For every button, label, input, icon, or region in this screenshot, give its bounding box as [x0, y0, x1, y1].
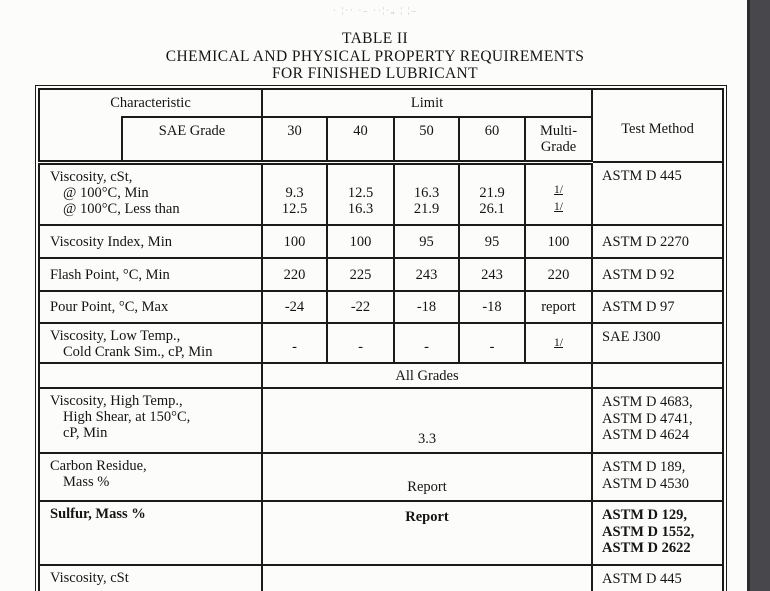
multi-grade-line-2: Grade	[540, 139, 577, 155]
all-grades-blank-left	[39, 363, 262, 388]
carbon-residue-value: Report	[262, 453, 592, 501]
pour-point-50: -18	[394, 291, 459, 323]
header-grade-40: 40	[327, 117, 394, 162]
flash-point-30: 220	[262, 258, 327, 291]
table-title	[20, 30, 730, 83]
viscosity-cst-30: 9.3 12.5	[262, 162, 327, 225]
cold-crank-multigrade: 1/	[525, 323, 592, 363]
header-test-method: Test Method	[592, 89, 723, 162]
viscosity-cst-40: 12.5 16.3	[327, 162, 394, 225]
flash-point-60: 243	[459, 258, 525, 291]
pour-point-30: -24	[262, 291, 327, 323]
requirements-table-grid	[38, 88, 724, 591]
row-hths-viscosity	[39, 388, 723, 453]
header-characteristic: Characteristic	[39, 89, 262, 117]
viscosity-cst-60: 21.9 26.1	[459, 162, 525, 225]
viscosity-cst-label: Viscosity, cSt, @ 100°C, Min @ 100°C, Less than	[39, 162, 262, 225]
scanner-edge-band	[747, 0, 770, 591]
all-grades-label: All Grades	[262, 363, 592, 388]
header-limit: Limit	[262, 89, 592, 117]
row-viscosity-index	[39, 225, 723, 258]
header-grade-30: 30	[262, 117, 327, 162]
hths-label: Viscosity, High Temp., High Shear, at 150°C, cP, Min	[39, 388, 262, 453]
hths-test-method: ASTM D 4683, ASTM D 4741, ASTM D 4624	[592, 388, 723, 453]
flash-point-label: Flash Point, °C, Min	[39, 258, 262, 291]
viscosity-partial-label: Viscosity, cSt	[39, 565, 262, 591]
sulfur-test-method: ASTM D 129, ASTM D 1552, ASTM D 2622	[592, 501, 723, 565]
viscosity-index-40: 100	[327, 225, 394, 258]
pour-point-multigrade: report	[525, 291, 592, 323]
carbon-residue-label: Carbon Residue, Mass %	[39, 453, 262, 501]
viscosity-partial-blank	[262, 565, 592, 591]
header-multi-grade	[525, 117, 592, 162]
title-line-3: FOR FINISHED LUBRICANT	[271, 65, 478, 82]
carbon-residue-test-method: ASTM D 189, ASTM D 4530	[592, 453, 723, 501]
viscosity-partial-test-method: ASTM D 445	[592, 565, 723, 591]
header-sae-grade: SAE Grade	[122, 117, 262, 162]
sulfur-value: Report	[262, 501, 592, 565]
cold-crank-60: -	[459, 323, 525, 363]
row-all-grades	[39, 363, 723, 388]
header-blank-cell	[39, 117, 122, 162]
viscosity-index-50: 95	[394, 225, 459, 258]
row-carbon-residue	[39, 453, 723, 501]
row-pour-point	[39, 291, 723, 323]
header-grade-60: 60	[459, 117, 525, 162]
viscosity-index-multigrade: 100	[525, 225, 592, 258]
pour-point-test-method: ASTM D 97	[592, 291, 723, 323]
row-flash-point	[39, 258, 723, 291]
header-row-1	[39, 89, 723, 117]
pour-point-60: -18	[459, 291, 525, 323]
viscosity-index-label: Viscosity Index, Min	[39, 225, 262, 258]
cold-crank-label: Viscosity, Low Temp., Cold Crank Sim., cP, Min	[39, 323, 262, 363]
flash-point-50: 243	[394, 258, 459, 291]
row-sulfur	[39, 501, 723, 565]
row-cold-crank	[39, 323, 723, 363]
cold-crank-test-method: SAE J300	[592, 323, 723, 363]
sulfur-label: Sulfur, Mass %	[39, 501, 262, 565]
cold-crank-30: -	[262, 323, 327, 363]
flash-point-40: 225	[327, 258, 394, 291]
viscosity-cst-50: 16.3 21.9	[394, 162, 459, 225]
pour-point-label: Pour Point, °C, Max	[39, 291, 262, 323]
viscosity-index-test-method: ASTM D 2270	[592, 225, 723, 258]
row-viscosity-cst	[39, 162, 723, 225]
title-line-1: TABLE II	[341, 30, 409, 47]
viscosity-index-30: 100	[262, 225, 327, 258]
title-line-2: CHEMICAL AND PHYSICAL PROPERTY REQUIREMENTS	[165, 47, 585, 65]
pour-point-40: -22	[327, 291, 394, 323]
header-grade-50: 50	[394, 117, 459, 162]
cold-crank-50: -	[394, 323, 459, 363]
faint-header-artifact: · ¦·· ·– ··¦·„ ¦ ¦–	[333, 6, 418, 15]
viscosity-index-60: 95	[459, 225, 525, 258]
flash-point-multigrade: 220	[525, 258, 592, 291]
all-grades-blank-right	[592, 363, 723, 388]
flash-point-test-method: ASTM D 92	[592, 258, 723, 291]
multi-grade-line-1: Multi-	[539, 123, 578, 139]
row-viscosity-partial	[39, 565, 723, 591]
cold-crank-40: -	[327, 323, 394, 363]
requirements-table	[35, 85, 727, 591]
viscosity-cst-multigrade: 1/ 1/	[525, 162, 592, 225]
hths-value: 3.3	[262, 388, 592, 453]
viscosity-cst-test-method: ASTM D 445	[592, 162, 723, 225]
